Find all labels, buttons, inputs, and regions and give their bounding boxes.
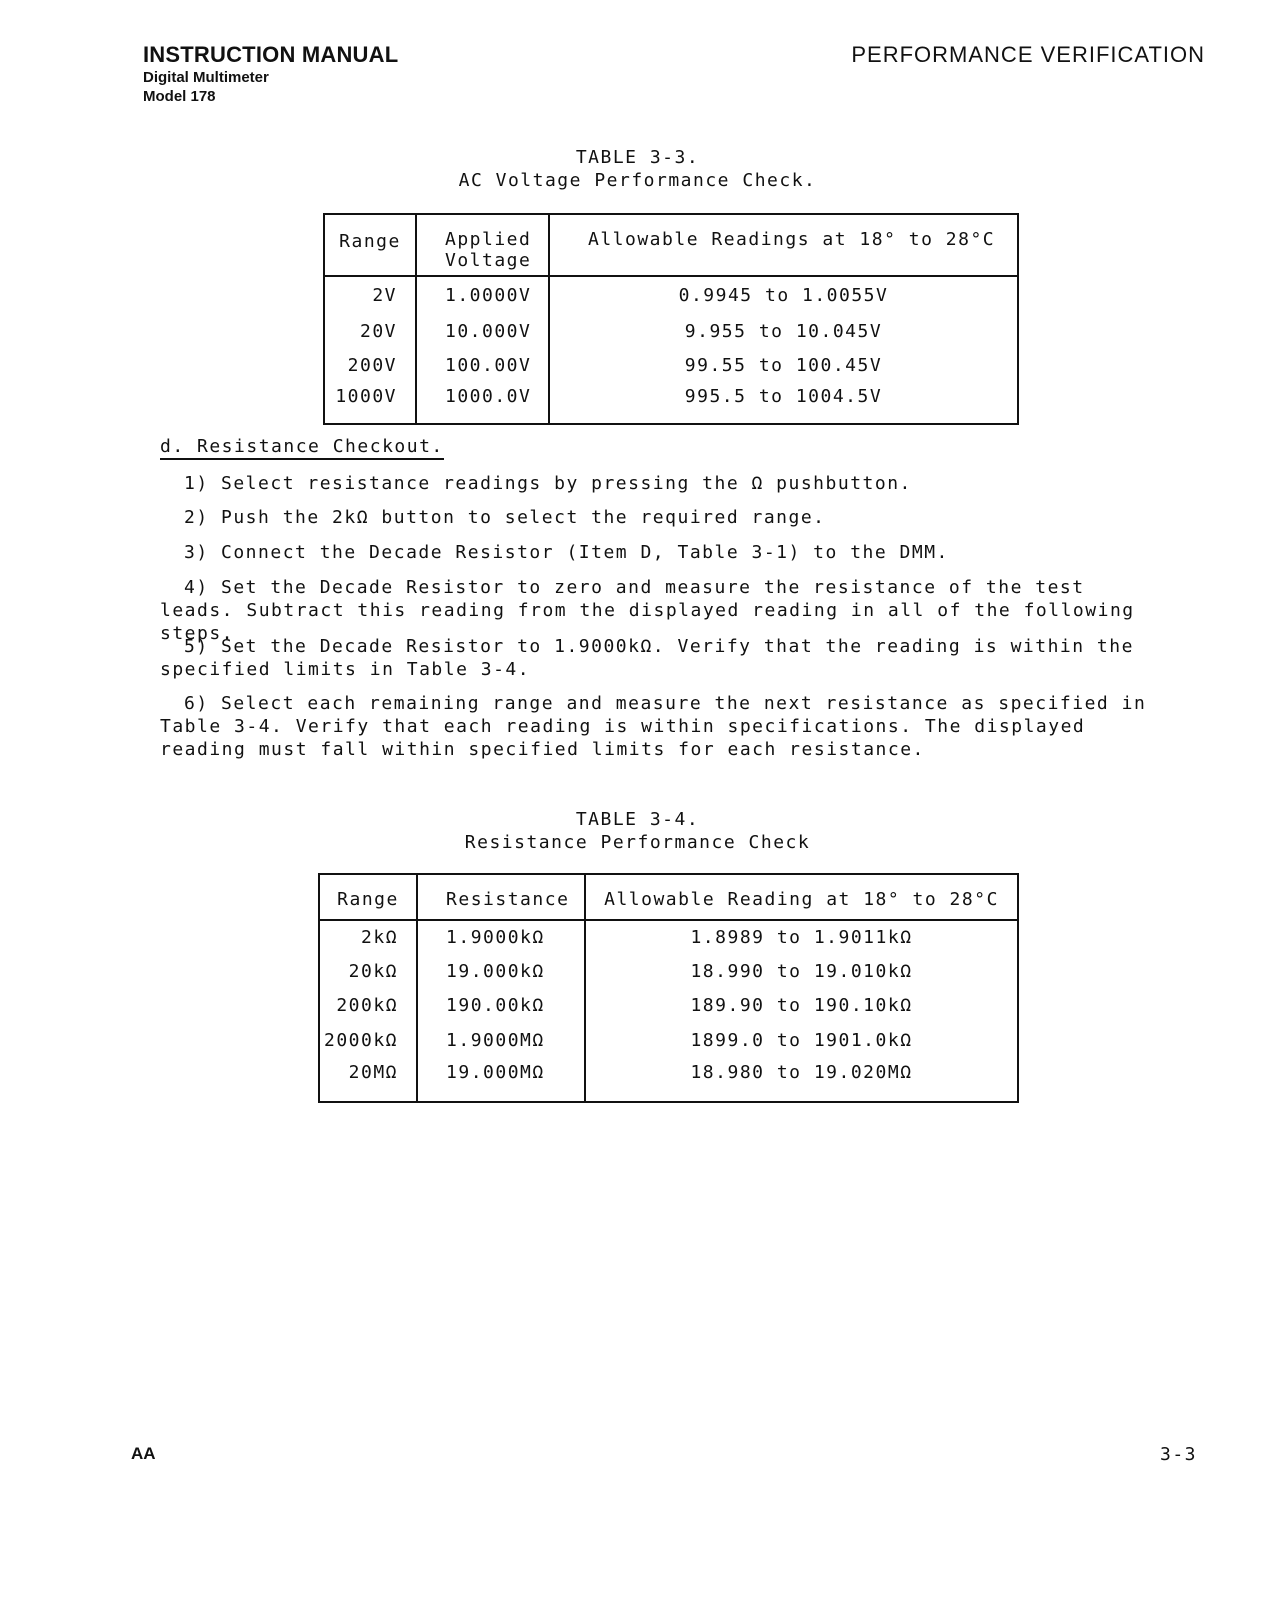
cell-allowable: 99.55 to 100.45V [549, 348, 1018, 382]
cell-range: 2V [324, 276, 416, 314]
cell-allowable: 995.5 to 1004.5V [549, 382, 1018, 424]
section-title: PERFORMANCE VERIFICATION [851, 42, 1205, 67]
cell-range: 2kΩ [319, 920, 417, 954]
column-header-allowable-readings: Allowable Readings at 18° to 28°C [549, 214, 1018, 276]
step-5: 5) Set the Decade Resistor to 1.9000kΩ. Verify that the reading is within the specified limits in Table 3-4. [160, 636, 1134, 680]
manual-header [143, 42, 398, 106]
cell-allowable: 9.955 to 10.045V [549, 314, 1018, 348]
revision-mark: AA [131, 1444, 156, 1463]
step-3: 3) Connect the Decade Resistor (Item D, Table 3-1) to the DMM. [184, 542, 949, 563]
cell-allowable: 18.980 to 19.020MΩ [585, 1058, 1018, 1102]
table-row [324, 276, 1018, 314]
step-2: 2) Push the 2kΩ button to select the required range. [184, 507, 826, 528]
cell-allowable: 189.90 to 190.10kΩ [585, 988, 1018, 1023]
column-header-range: Range [319, 874, 417, 920]
cell-range: 20kΩ [319, 954, 417, 988]
manual-title: INSTRUCTION MANUAL [143, 42, 399, 67]
step-1: 1) Select resistance readings by pressing the Ω pushbutton. [184, 473, 912, 494]
cell-range: 200V [324, 348, 416, 382]
manual-subtitle: Digital Multimeter [143, 69, 269, 86]
cell-applied: 1.0000V [416, 276, 549, 314]
cell-allowable: 18.990 to 19.010kΩ [585, 954, 1018, 988]
table-row [319, 1023, 1018, 1058]
table-3-3-caption [0, 146, 1275, 192]
step-6: 6) Select each remaining range and measure the next resistance as specified in Table 3-4. Verify that each reading is within specifications. The displayed reading must fall within specified limits for each resistance. [160, 693, 1147, 760]
column-header-range: Range [324, 214, 416, 276]
cell-range: 20V [324, 314, 416, 348]
applied-label: Applied [445, 229, 532, 250]
cell-applied: 100.00V [416, 348, 549, 382]
table-3-4-caption [0, 808, 1275, 854]
voltage-label: Voltage [445, 250, 532, 271]
page-number: 3-3 [1160, 1444, 1198, 1465]
column-header-resistance: Resistance [417, 874, 585, 920]
cell-range: 200kΩ [319, 988, 417, 1023]
ac-voltage-table [323, 213, 1019, 425]
resistance-checkout-heading: d. Resistance Checkout. [160, 436, 444, 460]
column-header-applied-voltage [416, 214, 549, 276]
table-row [319, 920, 1018, 954]
cell-applied: 1000.0V [416, 382, 549, 424]
cell-resistance: 19.000MΩ [417, 1058, 585, 1102]
table-row [324, 314, 1018, 348]
cell-resistance: 190.00kΩ [417, 988, 585, 1023]
resistance-table [318, 873, 1019, 1103]
table-3-3-number: TABLE 3-3. [575, 147, 700, 168]
table-row [324, 348, 1018, 382]
table-3-4-number: TABLE 3-4. [575, 809, 700, 830]
table-row [319, 988, 1018, 1023]
cell-applied: 10.000V [416, 314, 549, 348]
step-4: 4) Set the Decade Resistor to zero and measure the resistance of the test leads. Subtract this reading from the displayed reading in all of the following steps. [160, 577, 1135, 644]
cell-resistance: 1.9000MΩ [417, 1023, 585, 1058]
cell-range: 1000V [324, 382, 416, 424]
cell-resistance: 1.9000kΩ [417, 920, 585, 954]
cell-allowable: 0.9945 to 1.0055V [549, 276, 1018, 314]
cell-range: 20MΩ [319, 1058, 417, 1102]
cell-range: 2000kΩ [319, 1023, 417, 1058]
cell-allowable: 1899.0 to 1901.0kΩ [585, 1023, 1018, 1058]
table-3-3-title: AC Voltage Performance Check. [458, 170, 817, 191]
table-row [319, 954, 1018, 988]
model-number: Model 178 [143, 88, 216, 105]
cell-resistance: 19.000kΩ [417, 954, 585, 988]
cell-allowable: 1.8989 to 1.9011kΩ [585, 920, 1018, 954]
table-3-4-title: Resistance Performance Check [464, 832, 811, 853]
table-row [319, 1058, 1018, 1102]
column-header-allowable-reading: Allowable Reading at 18° to 28°C [585, 874, 1018, 920]
table-row [324, 382, 1018, 424]
